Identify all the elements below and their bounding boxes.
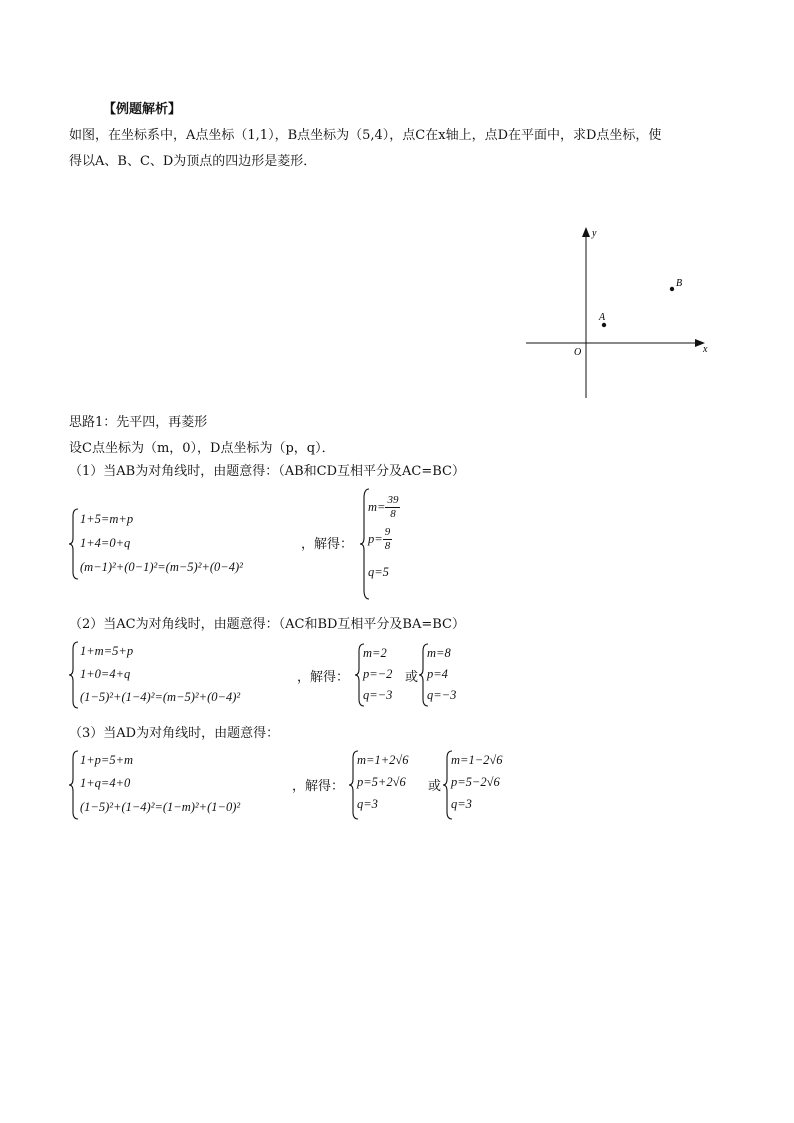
case1-sol-m-fraction bbox=[385, 495, 400, 520]
x-axis-label: x bbox=[703, 344, 708, 355]
case2-solB-q: q=−3 bbox=[427, 688, 457, 702]
case3-or: 或 bbox=[428, 779, 442, 794]
case1-eq1: 1+5=m+p bbox=[80, 512, 134, 526]
case3-system-brace bbox=[68, 750, 80, 820]
case2-solA-q: q=−3 bbox=[363, 688, 393, 702]
case3-solA-q: q=3 bbox=[357, 797, 378, 811]
point-b-label: B bbox=[676, 278, 683, 289]
problem-line-1: 如图，在坐标系中，A点坐标（1,1），B点坐标为（5,4），点C在x轴上，点D在平面中，求D点坐标，使 bbox=[69, 128, 662, 143]
case1-sol-p-fraction bbox=[383, 527, 393, 552]
case3-solA-m: m=1+2√6 bbox=[357, 753, 409, 767]
y-axis-label: y bbox=[592, 228, 597, 239]
case3-solve-label: ，解得： bbox=[292, 779, 345, 794]
case1-eq2: 1+4=0+q bbox=[80, 536, 131, 550]
approach-text: 思路1：先平四，再菱形 bbox=[69, 415, 208, 430]
point-b bbox=[670, 287, 674, 291]
case1-system-brace bbox=[68, 508, 80, 580]
case2-solve-label: ，解得： bbox=[297, 670, 350, 685]
case2-eq2: 1+0=4+q bbox=[80, 667, 131, 681]
section-heading: 【例题解析】 bbox=[103, 102, 182, 117]
case2-title: （2）当AC为对角线时，由题意得：（AC和BD互相平分及BA=BC） bbox=[69, 617, 465, 632]
case2-or: 或 bbox=[405, 670, 419, 685]
case2-eq1: 1+m=5+p bbox=[80, 644, 134, 658]
case1-sol-m-den: 8 bbox=[390, 508, 396, 520]
case3-eq3: (1−5)²+(1−4)²=(1−m)²+(1−0)² bbox=[80, 800, 241, 814]
case1-sol-m bbox=[368, 495, 400, 520]
point-a-label: A bbox=[599, 312, 606, 323]
problem-line-2: 得以A、B、C、D为顶点的四边形是菱形． bbox=[69, 154, 317, 169]
case1-sol-p-num: 9 bbox=[384, 526, 391, 538]
case3-title: （3）当AD为对角线时，由题意得： bbox=[69, 726, 280, 741]
case1-sol-p-den: 8 bbox=[384, 540, 391, 552]
case1-sol-p-prefix: p= bbox=[368, 532, 383, 546]
coordinate-figure bbox=[520, 222, 720, 402]
setup-text: 设C点坐标为（m，0），D点坐标为（p，q）． bbox=[69, 441, 335, 456]
case1-title: （1）当AB为对角线时，由题意得：（AB和CD互相平分及AC=BC） bbox=[69, 464, 465, 479]
point-a bbox=[602, 323, 606, 327]
case1-sol-m-num: 39 bbox=[387, 494, 399, 506]
case2-solA-p: p=−2 bbox=[363, 667, 393, 681]
case1-solve-label: ，解得： bbox=[301, 537, 354, 552]
case1-sol-m-prefix: m= bbox=[368, 500, 386, 514]
case1-eq3: (m−1)²+(0−1)²=(m−5)²+(0−4)² bbox=[80, 560, 243, 574]
case2-eq3: (1−5)²+(1−4)²=(m−5)²+(0−4)² bbox=[80, 690, 241, 704]
case3-eq1: 1+p=5+m bbox=[80, 753, 134, 767]
case1-sol-p bbox=[368, 527, 392, 552]
case2-solB-m: m=8 bbox=[427, 646, 451, 660]
case2-solA-m: m=2 bbox=[363, 646, 387, 660]
case2-solB-p: p=4 bbox=[427, 667, 448, 681]
case2-system-brace bbox=[68, 641, 80, 709]
case3-solB-q: q=3 bbox=[451, 797, 472, 811]
origin-label: O bbox=[574, 347, 582, 358]
case3-solB-m: m=1−2√6 bbox=[451, 753, 503, 767]
case3-eq2: 1+q=4+0 bbox=[80, 776, 131, 790]
case1-sol-q: q=5 bbox=[368, 565, 389, 579]
case3-solA-p: p=5+2√6 bbox=[357, 775, 406, 789]
case3-solB-p: p=5−2√6 bbox=[451, 775, 500, 789]
